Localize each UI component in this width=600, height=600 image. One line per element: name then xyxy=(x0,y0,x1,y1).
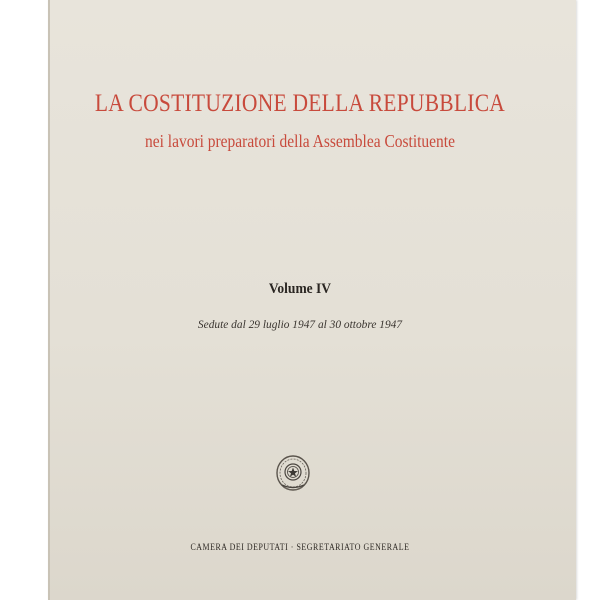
volume-label: Volume IV xyxy=(268,281,332,297)
italian-republic-emblem-icon xyxy=(273,452,313,494)
session-dates: Sedute dal 29 luglio 1947 al 30 ottobre 1947 xyxy=(197,317,403,331)
publisher-line: CAMERA DEI DEPUTATI · SEGRETARIATO GENERALE xyxy=(190,542,410,552)
cover-title: LA COSTITUZIONE DELLA REPUBBLICA xyxy=(94,90,506,117)
cover-subtitle: nei lavori preparatori della Assemblea Costituente xyxy=(145,131,455,151)
